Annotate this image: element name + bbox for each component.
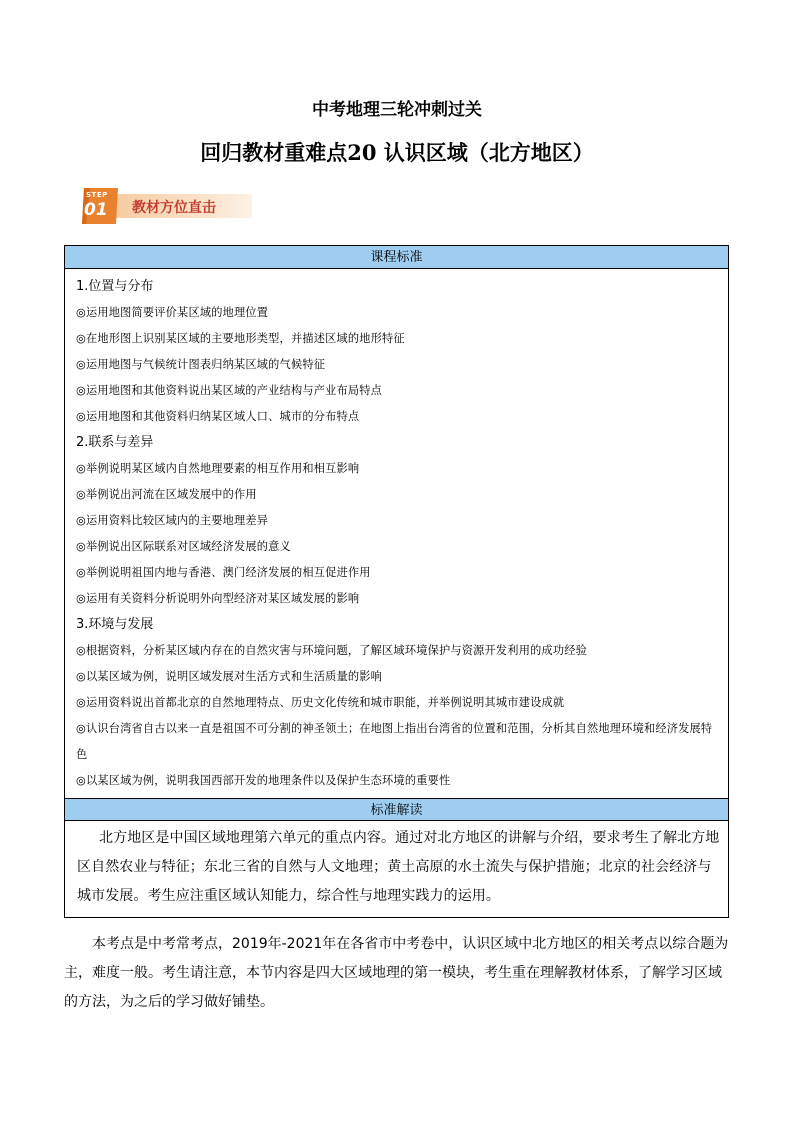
standard-item: ◎运用有关资料分析说明外向型经济对某区域发展的影响 [76, 592, 360, 605]
section-heading: 2.联系与差异 [76, 435, 154, 450]
section-heading: 1.位置与分布 [76, 279, 154, 294]
step-label: 教材方位直击 [132, 200, 216, 216]
section-heading: 3.环境与发展 [76, 617, 154, 632]
interpretation-header: 标准解读 [65, 798, 728, 821]
standard-item: ◎运用资料说出首都北京的自然地理特点、历史文化传统和城市职能，并举例说明其城市建设成就 [76, 696, 565, 709]
standard-item: ◎以某区域为例，说明我国西部开发的地理条件以及保护生态环境的重要性 [76, 774, 451, 787]
standard-item: ◎举例说出区际联系对区域经济发展的意义 [76, 540, 291, 553]
standard-item: ◎运用地图和其他资料说出某区域的产业结构与产业布局特点 [76, 384, 383, 397]
standard-item: ◎运用地图和其他资料归纳某区域人口、城市的分布特点 [76, 410, 360, 423]
page-title: 中考地理三轮冲刺过关 [312, 100, 482, 120]
standard-item: ◎在地形图上识别某区域的主要地形类型，并描述区域的地形特征 [76, 332, 405, 345]
standard-item: ◎认识台湾省自古以来一直是祖国不可分割的神圣领土；在地图上指出台湾省的位置和范围，分析其自然地理环境和经济发展特色 [76, 722, 713, 761]
curriculum-body [65, 269, 728, 798]
standard-item: ◎运用地图与气候统计图表归纳某区域的气候特征 [76, 358, 326, 371]
curriculum-header: 课程标准 [65, 246, 728, 269]
intro-paragraph: 本考点是中考常考点，2019年-2021年在各省市中考卷中，认识区域中北方地区的相关考点以综合题为主，难度一般。考生请注意，本节内容是四大区域地理的第一模块，考生重在理解教材体系，了解学习区域的方法，为之后的学习做好铺垫。 [64, 936, 729, 1010]
standard-item: ◎举例说明某区域内自然地理要素的相互作用和相互影响 [76, 462, 360, 475]
standard-item: ◎运用资料比较区域内的主要地理差异 [76, 514, 269, 527]
page-subtitle: 回归教材重难点20 认识区域（北方地区） [200, 140, 594, 165]
standard-item: ◎根据资料，分析某区域内存在的自然灾害与环境问题，了解区域环境保护与资源开发利用的成功经验 [76, 644, 588, 657]
standard-item: ◎运用地图简要评价某区域的地理位置 [76, 306, 269, 319]
step-number: 01 [84, 200, 108, 220]
curriculum-table [64, 245, 729, 918]
standard-item: ◎举例说出河流在区域发展中的作用 [76, 488, 257, 501]
standard-item: ◎举例说明祖国内地与香港、澳门经济发展的相互促进作用 [76, 566, 371, 579]
step-badge [80, 186, 252, 228]
step-tag [80, 186, 120, 226]
step-word: STEP [86, 191, 108, 199]
standard-item: ◎以某区域为例，说明区域发展对生活方式和生活质量的影响 [76, 670, 383, 683]
interpretation-text: 北方地区是中国区域地理第六单元的重点内容。通过对北方地区的讲解与介绍，要求考生了解北方地区自然农业与特征；东北三省的自然与人文地理；黄土高原的水土流失与保护措施；北京的社会经济与城市发展。考生应注重区域认知能力，综合性与地理实践力的运用。 [77, 830, 720, 904]
step-label-bar [102, 194, 252, 218]
